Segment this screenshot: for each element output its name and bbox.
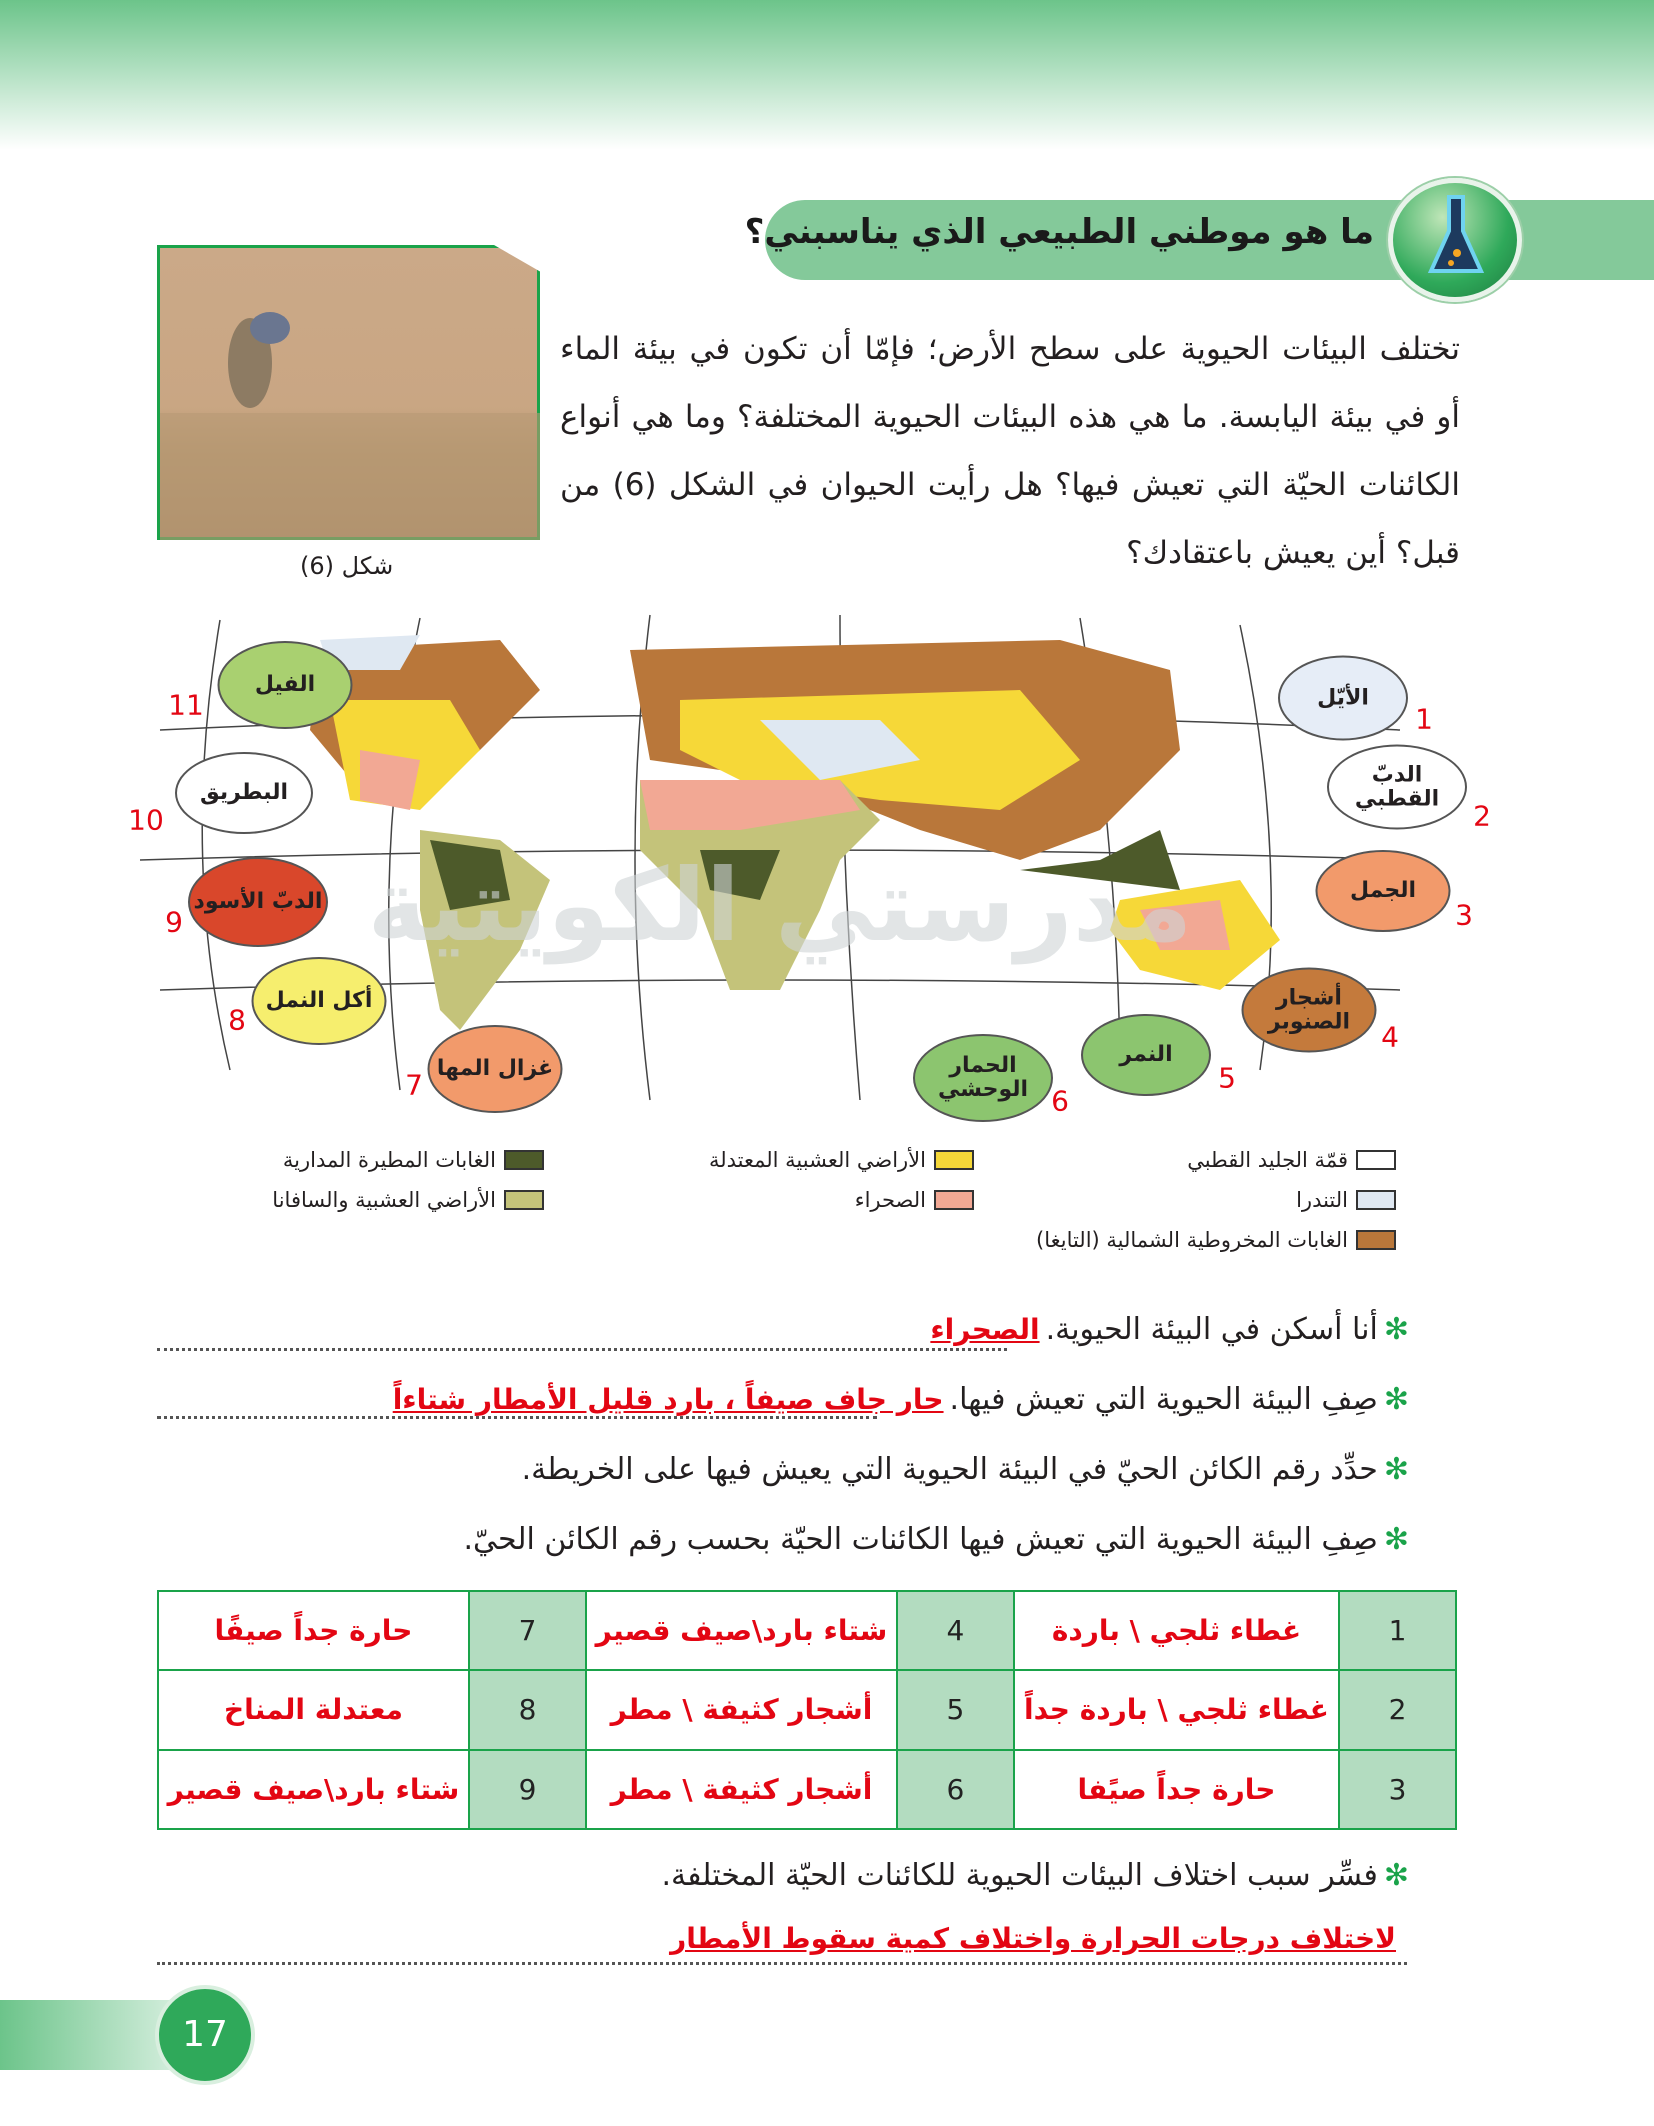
question-text: صِفِ البيئة الحيوية التي تعيش فيها الكائنات الحيّة بحسب رقم الكائن الحيّ. xyxy=(463,1522,1378,1557)
figure-caption: شكل (6) xyxy=(300,552,394,580)
animal-number: 6 xyxy=(1051,1084,1069,1118)
animal-number: 3 xyxy=(1455,898,1473,932)
table-row xyxy=(158,1750,1456,1829)
animal-label: الدبّ الأسود xyxy=(193,889,323,914)
legend-swatch xyxy=(504,1150,544,1170)
biome-table xyxy=(157,1590,1457,1830)
animal-bubble xyxy=(913,1034,1053,1122)
biome-description[interactable]: غطاء ثلجي \ باردة جداً xyxy=(1014,1670,1339,1749)
legend-item xyxy=(283,1148,544,1172)
question-text: أنا أسكن في البيئة الحيوية. xyxy=(1045,1312,1378,1347)
legend-label: الغابات المطيرة المدارية xyxy=(282,1148,496,1172)
animal-label: الفيل xyxy=(254,672,316,697)
animal-number: 7 xyxy=(405,1068,423,1102)
animal-bubble xyxy=(428,1025,563,1113)
legend-item xyxy=(1187,1148,1396,1172)
animal-label: النمر xyxy=(1119,1042,1173,1067)
animal-label: أكل النمل xyxy=(265,988,373,1013)
asterisk-icon: ✻ xyxy=(1383,1522,1409,1557)
animal-label: البطريق xyxy=(200,780,288,805)
question-4 xyxy=(463,1522,1409,1557)
animal-label: أشجار الصنوبر xyxy=(1267,985,1351,1034)
biome-description[interactable]: حارة جداً صيفًا xyxy=(158,1591,469,1670)
animal-number: 10 xyxy=(128,803,164,837)
animal-number: 9 xyxy=(165,905,183,939)
organism-number: 8 xyxy=(469,1670,586,1749)
watermark: مدرستي الكويتية xyxy=(367,847,1193,964)
legend-label: الصحراء xyxy=(854,1188,926,1212)
animal-bubble xyxy=(175,752,313,834)
legend-swatch xyxy=(934,1150,974,1170)
answer-line xyxy=(157,1348,1007,1351)
organism-number: 3 xyxy=(1339,1750,1456,1829)
biome-description[interactable]: أشجار كثيفة \ مطر xyxy=(586,1670,897,1749)
animal-number: 11 xyxy=(168,688,204,722)
animal-number: 8 xyxy=(228,1003,246,1037)
flask-icon xyxy=(1388,178,1522,302)
animal-bubble xyxy=(1316,850,1451,932)
legend-label: التندرا xyxy=(1296,1188,1348,1212)
legend-item xyxy=(855,1188,974,1212)
table-row xyxy=(158,1591,1456,1670)
animal-label: الحمار الوحشي xyxy=(937,1053,1029,1102)
legend-swatch xyxy=(1356,1150,1396,1170)
page-number: 17 xyxy=(155,1985,255,2085)
animal-number: 2 xyxy=(1473,799,1491,833)
animal-bubble xyxy=(188,857,328,947)
answer-text[interactable]: الصحراء xyxy=(930,1313,1040,1346)
legend-swatch xyxy=(504,1190,544,1210)
legend-swatch xyxy=(1356,1190,1396,1210)
biome-description[interactable]: أشجار كثيفة \ مطر xyxy=(586,1750,897,1829)
animal-number: 1 xyxy=(1415,702,1433,736)
question-1 xyxy=(930,1312,1409,1347)
legend-label: الغابات المخروطية الشمالية (التايغا) xyxy=(1036,1228,1348,1252)
asterisk-icon: ✻ xyxy=(1383,1312,1409,1347)
organism-number: 9 xyxy=(469,1750,586,1829)
legend-item xyxy=(709,1148,974,1172)
animal-bubble xyxy=(1081,1014,1211,1096)
table-row xyxy=(158,1670,1456,1749)
question-5 xyxy=(662,1858,1409,1893)
legend-swatch xyxy=(934,1190,974,1210)
question-2 xyxy=(393,1382,1409,1417)
animal-bubble xyxy=(218,641,353,729)
legend-item xyxy=(1036,1228,1396,1252)
animal-bubble xyxy=(252,957,387,1045)
animal-label: الدبّ القطبي xyxy=(1354,762,1440,811)
animal-bubble xyxy=(1278,656,1408,741)
answer-text[interactable]: حار جاف صيفاً ، بارد قليل الأمطار شتاءاً xyxy=(392,1383,944,1416)
animal-label: الجمل xyxy=(1349,878,1417,903)
organism-number: 1 xyxy=(1339,1591,1456,1670)
legend-label: قمّة الجليد القطبي xyxy=(1187,1148,1348,1172)
answer-line xyxy=(157,1962,1407,1965)
biome-description[interactable]: شتاء بارد\صيف قصير xyxy=(586,1591,897,1670)
asterisk-icon: ✻ xyxy=(1383,1858,1409,1893)
lizard-photo xyxy=(157,245,540,540)
question-text: حدِّد رقم الكائن الحيّ في البيئة الحيوية التي يعيش فيها على الخريطة. xyxy=(521,1452,1378,1487)
animal-label: الأيّل xyxy=(1317,685,1369,710)
answer-text[interactable]: لاختلاف درجات الحرارة واختلاف كمية سقوط الأمطار xyxy=(670,1922,1396,1955)
organism-number: 6 xyxy=(897,1750,1014,1829)
asterisk-icon: ✻ xyxy=(1383,1452,1409,1487)
biome-description[interactable]: غطاء ثلجي \ باردة xyxy=(1014,1591,1339,1670)
question-text: صِفِ البيئة الحيوية التي تعيش فيها. xyxy=(949,1382,1378,1417)
animal-label: غزال المها xyxy=(436,1056,554,1081)
organism-number: 7 xyxy=(469,1591,586,1670)
organism-number: 5 xyxy=(897,1670,1014,1749)
lesson-title: ما هو موطني الطبيعي الذي يناسبني؟ xyxy=(744,212,1374,252)
legend-item xyxy=(272,1188,544,1212)
animal-bubble xyxy=(1242,968,1377,1053)
organism-number: 4 xyxy=(897,1591,1014,1670)
legend-label: الأراضي العشبية المعتدلة xyxy=(708,1148,926,1172)
animal-bubble xyxy=(1327,745,1467,830)
question-3 xyxy=(522,1452,1409,1487)
intro-paragraph: تختلف البيئات الحيوية على سطح الأرض؛ فإمّا أن تكون في بيئة الماء أو في بيئة اليابسة. ما هي هذه البيئات الحيوية المختلفة؟ وما هي أنواع الكائنات الحيّة التي تعيش فيها؟ هل رأيت الحيوان في الشكل (6) من قبل؟ أين يعيش باعتقادك؟ xyxy=(560,331,1460,571)
biome-description[interactable]: حارة جداً صيًفا xyxy=(1014,1750,1339,1829)
question-text: فسِّر سبب اختلاف البيئات الحيوية للكائنات الحيّة المختلفة. xyxy=(661,1858,1378,1893)
animal-number: 5 xyxy=(1218,1061,1236,1095)
animal-number: 4 xyxy=(1381,1020,1399,1054)
biome-description[interactable]: شتاء بارد\صيف قصير xyxy=(158,1750,469,1829)
top-band xyxy=(0,0,1654,150)
legend-label: الأراضي العشبية والسافانا xyxy=(272,1188,496,1212)
asterisk-icon: ✻ xyxy=(1383,1382,1409,1417)
organism-number: 2 xyxy=(1339,1670,1456,1749)
biome-description[interactable]: معتدلة المناخ xyxy=(158,1670,469,1749)
legend-swatch xyxy=(1356,1230,1396,1250)
answer-5 xyxy=(670,1922,1396,1955)
legend-item xyxy=(1296,1188,1396,1212)
